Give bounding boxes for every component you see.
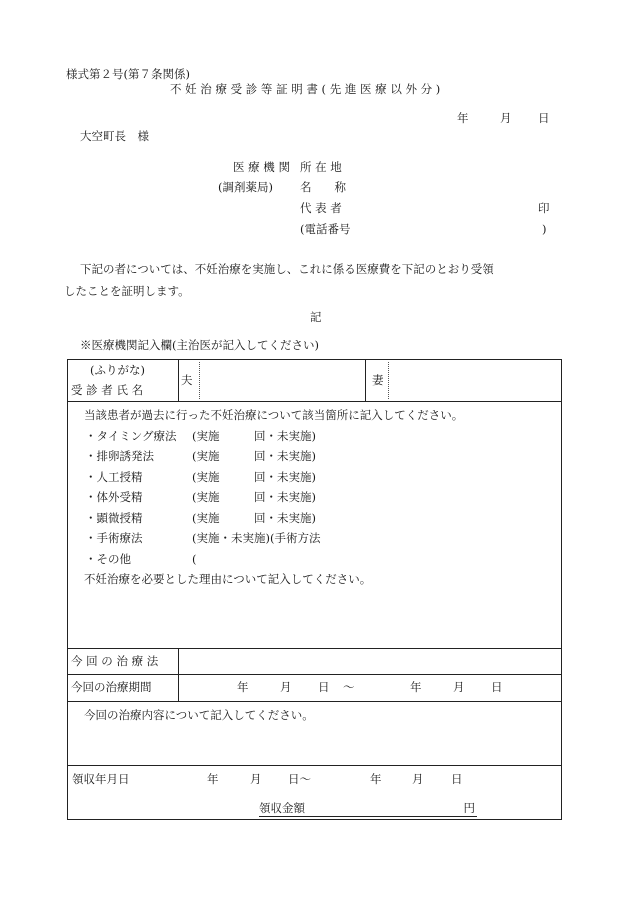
patient-name-label: 受 診 者 氏 名: [71, 383, 144, 397]
receipt-to-year: 年: [370, 772, 382, 786]
history-item-name: ・人工授精: [85, 470, 143, 484]
receipt-from-month: 月: [250, 772, 262, 786]
history-item-status: (実施 回・未実施): [192, 449, 316, 463]
history-item-name: ・体外受精: [85, 490, 143, 504]
form-number: 様式第２号(第７条関係): [66, 67, 190, 81]
issuer-address-label: 所 在 地: [300, 160, 342, 174]
furigana-label: (ふりがな): [90, 363, 145, 377]
addressee: 大空町長 様: [80, 129, 149, 143]
history-item-name: ・その他: [85, 552, 131, 566]
period-tilde: 〜: [343, 680, 355, 694]
history-item-status: (実施・未実施)(手術方法: [192, 531, 321, 545]
receipt-from-year: 年: [207, 772, 219, 786]
seal-mark: 印: [538, 201, 550, 215]
history-item-name: ・排卵誘発法: [85, 449, 154, 463]
row-divider: [67, 765, 562, 766]
date-day-label: 日: [538, 111, 550, 125]
wife-label: 妻: [372, 373, 384, 387]
period-from-year: 年: [237, 680, 249, 694]
period-from-day: 日: [318, 680, 330, 694]
history-item-status: (実施 回・未実施): [192, 429, 316, 443]
row-divider: [67, 401, 562, 402]
husband-label: 夫: [181, 373, 193, 387]
history-item-status: (実施 回・未実施): [192, 490, 316, 504]
dotted-divider: [199, 362, 200, 399]
issuer-phone-label: (電話番号: [300, 222, 351, 236]
history-item-name: ・顕微授精: [85, 511, 143, 525]
period-to-day: 日: [491, 680, 503, 694]
issuer-org-sub-label: (調剤薬局): [218, 180, 273, 194]
period-to-year: 年: [410, 680, 422, 694]
history-item-status: (実施 回・未実施): [192, 470, 316, 484]
yen-label: 円: [463, 801, 475, 815]
treatment-period-label: 今回の治療期間: [71, 680, 152, 694]
issuer-representative-label: 代 表 者: [300, 201, 342, 215]
receipt-date-label: 領収年月日: [72, 772, 130, 786]
column-divider: [365, 360, 366, 401]
period-from-month: 月: [280, 680, 292, 694]
treatment-content-instruction: 今回の治療内容について記入してください。: [84, 708, 314, 722]
row-divider: [67, 674, 562, 675]
history-item-status: (実施 回・未実施): [192, 511, 316, 525]
section-note: ※医療機関記入欄(主治医が記入してください): [80, 338, 319, 352]
receipt-amount-line: [259, 803, 477, 817]
receipt-to-month: 月: [412, 772, 424, 786]
treatment-method-label: 今 回 の 治 療 法: [71, 654, 159, 668]
column-divider: [178, 648, 179, 701]
reason-instruction: 不妊治療を必要とした理由について記入してください。: [84, 572, 372, 586]
history-instruction: 当該患者が過去に行った不妊治療について該当箇所に記入してください。: [84, 408, 464, 422]
issuer-name-label: 名 称: [300, 180, 346, 194]
issuer-phone-close: ): [542, 222, 547, 236]
ki-heading: 記: [310, 310, 322, 324]
receipt-from-day: 日〜: [288, 772, 311, 786]
history-item-status: (: [192, 552, 197, 566]
intro-line-1: 下記の者については、不妊治療を実施し、これに係る医療費を下記のとおり受領: [80, 262, 494, 276]
row-divider: [67, 701, 562, 702]
history-item-name: ・タイミング療法: [85, 429, 177, 443]
date-year-label: 年: [457, 111, 469, 125]
dotted-divider: [388, 362, 389, 399]
date-month-label: 月: [500, 111, 512, 125]
column-divider: [178, 360, 179, 401]
issuer-org-label: 医 療 機 関: [233, 160, 290, 174]
document-title: 不 妊 治 療 受 診 等 証 明 書 ( 先 進 医 療 以 外 分 ): [170, 82, 441, 96]
period-to-month: 月: [453, 680, 465, 694]
receipt-to-day: 日: [451, 772, 463, 786]
history-item-name: ・手術療法: [85, 531, 143, 545]
intro-line-2: したことを証明します。: [64, 284, 190, 298]
receipt-amount-label: 領収金額: [259, 801, 305, 815]
row-divider: [67, 648, 562, 649]
